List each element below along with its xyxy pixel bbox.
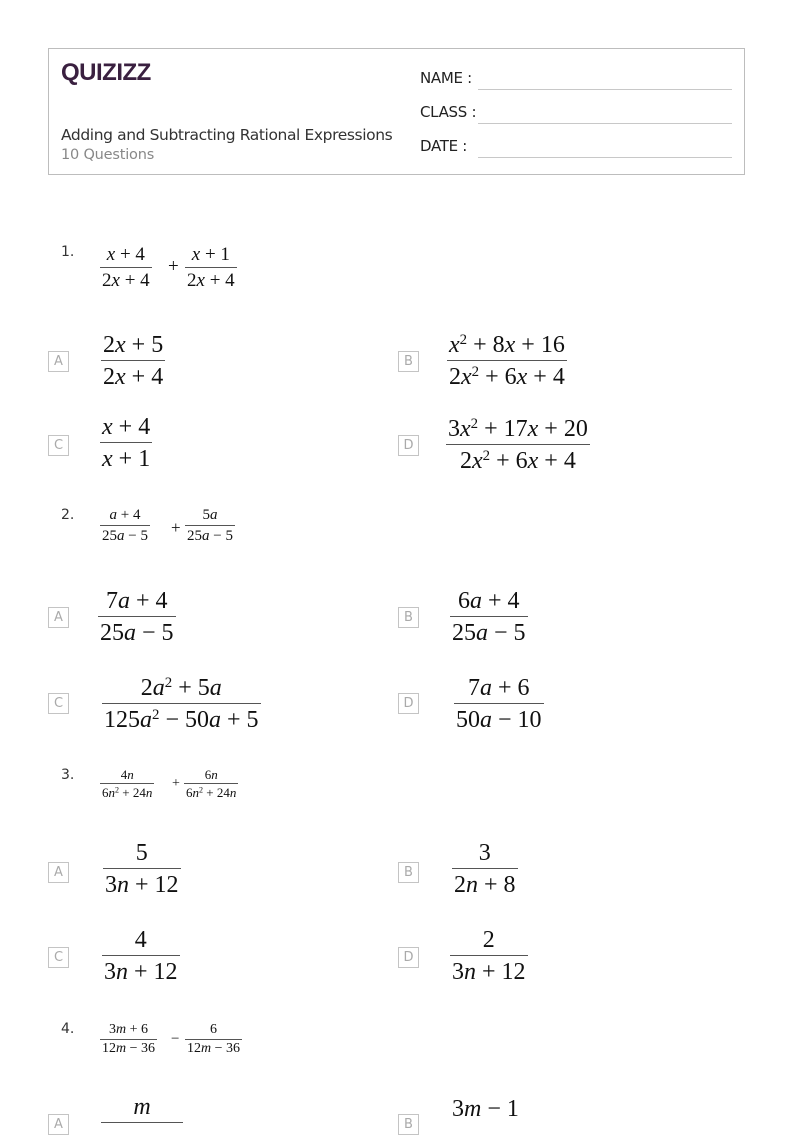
option-b-box[interactable]: B [398,607,419,628]
question-fraction-left: 4n $6n^2 + 24n$ [102,767,153,800]
option-d-box[interactable]: D [398,947,419,968]
question-count: 10 Questions [61,147,155,163]
option-d-box[interactable]: D [398,693,419,714]
option-b-box[interactable]: B [398,351,419,372]
option-d-answer[interactable]: 2 3n + 12 [452,927,526,985]
name-label: NAME : [420,69,472,87]
option-b-answer[interactable]: 3 2n + 8 [454,840,516,898]
worksheet-header [48,48,745,175]
date-field[interactable] [478,157,732,158]
question-number: 4. [61,1021,75,1037]
worksheet-title: Adding and Subtracting Rational Expressions [61,126,393,144]
option-a-box[interactable]: A [48,607,69,628]
date-label: DATE : [420,137,468,155]
question-fraction-right: 6 12m − 36 [187,1022,241,1056]
option-c-answer[interactable]: 4 3n + 12 [104,927,178,985]
option-b-box[interactable]: B [398,1114,419,1135]
operator: + [172,776,180,791]
option-c-answer[interactable]: x + 4 x + 1 [102,414,151,472]
option-c-box[interactable]: C [48,693,69,714]
option-a-box[interactable]: A [48,1114,69,1135]
option-b-answer[interactable]: 3m − 1 [452,1096,519,1122]
operator: − [171,1031,180,1047]
name-field[interactable] [478,89,732,90]
option-c-box[interactable]: C [48,947,69,968]
operator: + [168,256,179,277]
option-a-box[interactable]: A [48,351,69,372]
option-c-answer[interactable]: $2a^2 + 5a$ $125a^2 - 50a + 5$ [104,674,259,733]
question-fraction-left: x + 4 2x + 4 [102,244,150,291]
option-a-answer[interactable]: m [101,1092,183,1123]
option-a-answer[interactable]: 7a + 4 25a − 5 [100,588,174,646]
question-fraction-left: a + 4 25a − 5 [102,507,148,544]
option-b-answer[interactable]: $x^2 + 8x + 16$ $2x^2 + 6x + 4$ [449,331,565,390]
option-a-box[interactable]: A [48,862,69,883]
option-b-answer[interactable]: 6a + 4 25a − 5 [452,588,526,646]
question-fraction-right: 5a 25a − 5 [187,507,233,544]
question-fraction-right: 6n $6n^2 + 24n$ [186,767,237,800]
quizizz-logo: QUIZIZZ [61,59,151,86]
option-d-box[interactable]: D [398,435,419,456]
question-number: 1. [61,244,75,260]
question-number: 3. [61,767,75,783]
operator: + [171,518,181,537]
class-field[interactable] [478,123,732,124]
option-d-answer[interactable]: $3x^2 + 17x + 20$ $2x^2 + 6x + 4$ [448,415,588,474]
question-number: 2. [61,507,75,523]
question-fraction-right: x + 1 2x + 4 [187,244,235,291]
option-a-answer[interactable]: 5 3n + 12 [105,840,179,898]
class-label: CLASS : [420,103,477,121]
option-c-box[interactable]: C [48,435,69,456]
question-fraction-left: 3m + 6 12m − 36 [102,1022,156,1056]
option-b-box[interactable]: B [398,862,419,883]
option-d-answer[interactable]: 7a + 6 50a − 10 [456,675,542,733]
option-a-answer[interactable]: 2x + 5 2x + 4 [103,332,164,390]
